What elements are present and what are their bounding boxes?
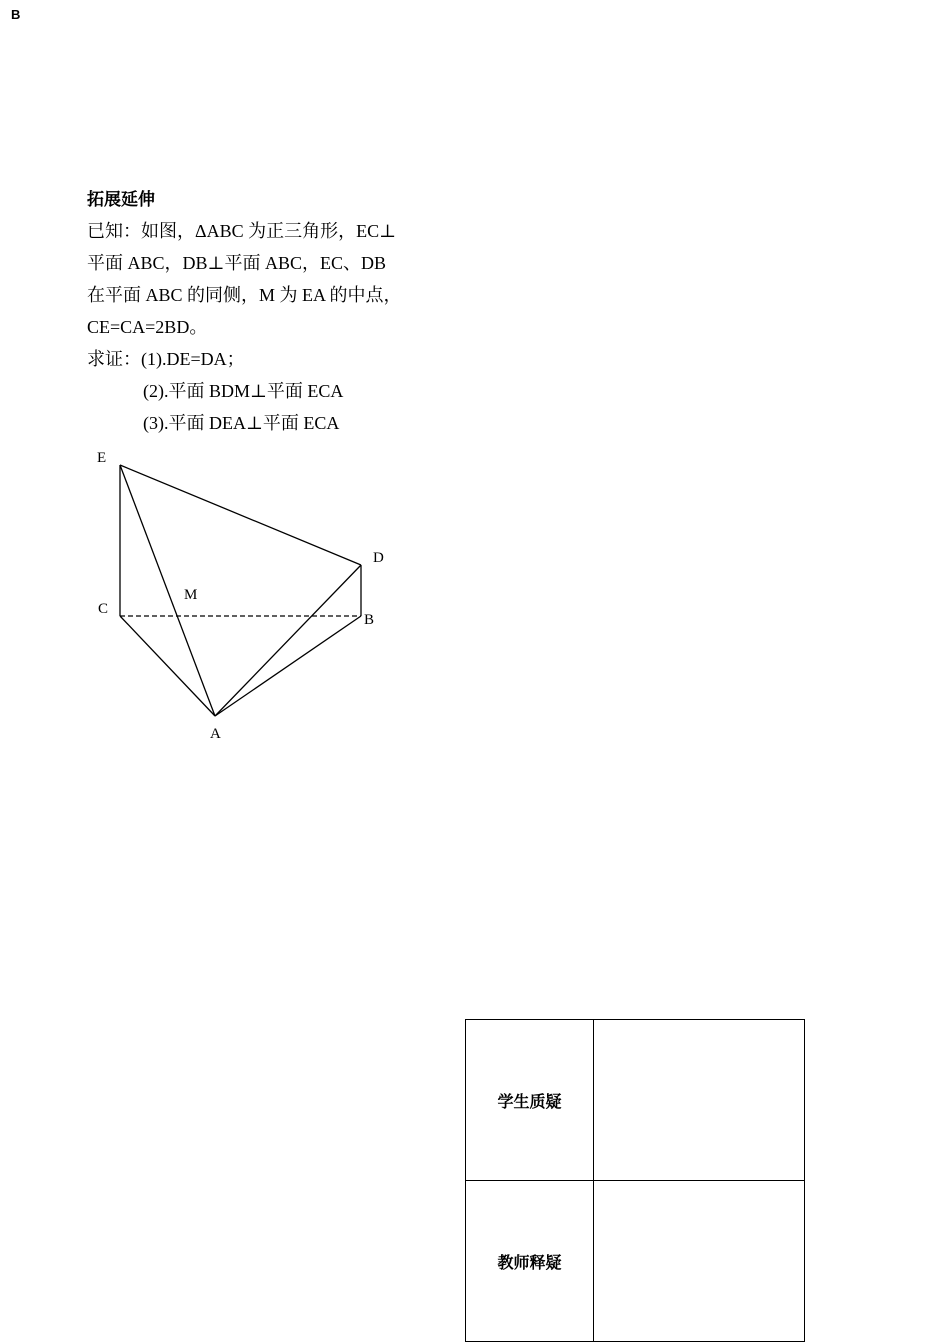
- edge-BA: [215, 616, 361, 716]
- qa-table: [465, 1019, 805, 1342]
- problem-line-3: 在平面 ABC 的同侧，M 为 EA 的中点，: [87, 285, 402, 305]
- student-question-cell: [594, 1020, 805, 1181]
- edge-ED: [120, 465, 361, 565]
- geometry-figure: [88, 443, 398, 748]
- label-B: B: [364, 612, 375, 628]
- table-row: [466, 1181, 805, 1342]
- edge-EA: [120, 465, 215, 716]
- label-A: A: [210, 726, 221, 742]
- section-title: 拓展延伸: [87, 190, 155, 210]
- problem-line-1: 已知：如图，ΔABC 为正三角形，EC⊥: [87, 221, 397, 241]
- student-question-label: 学生质疑: [466, 1020, 594, 1181]
- teacher-answer-cell: [594, 1181, 805, 1342]
- teacher-answer-label: 教师释疑: [466, 1181, 594, 1342]
- label-M: M: [184, 587, 198, 603]
- edge-DA: [215, 565, 361, 716]
- extension-section: [87, 187, 447, 439]
- label-C: C: [98, 601, 109, 617]
- problem-line-4: CE=CA=2BD。: [87, 317, 208, 337]
- label-D: D: [373, 550, 384, 566]
- edge-CA: [120, 616, 215, 716]
- proof-goal-2: (2).平面 BDM⊥平面 ECA: [143, 381, 344, 401]
- page-corner-mark: B: [11, 7, 21, 22]
- label-E: E: [97, 450, 107, 466]
- proof-goal-1: 求证：(1).DE=DA；: [87, 349, 245, 369]
- table-row: [466, 1020, 805, 1181]
- proof-goal-3: (3).平面 DEA⊥平面 ECA: [143, 413, 340, 433]
- problem-line-2: 平面 ABC，DB⊥平面 ABC，EC、DB: [87, 253, 386, 273]
